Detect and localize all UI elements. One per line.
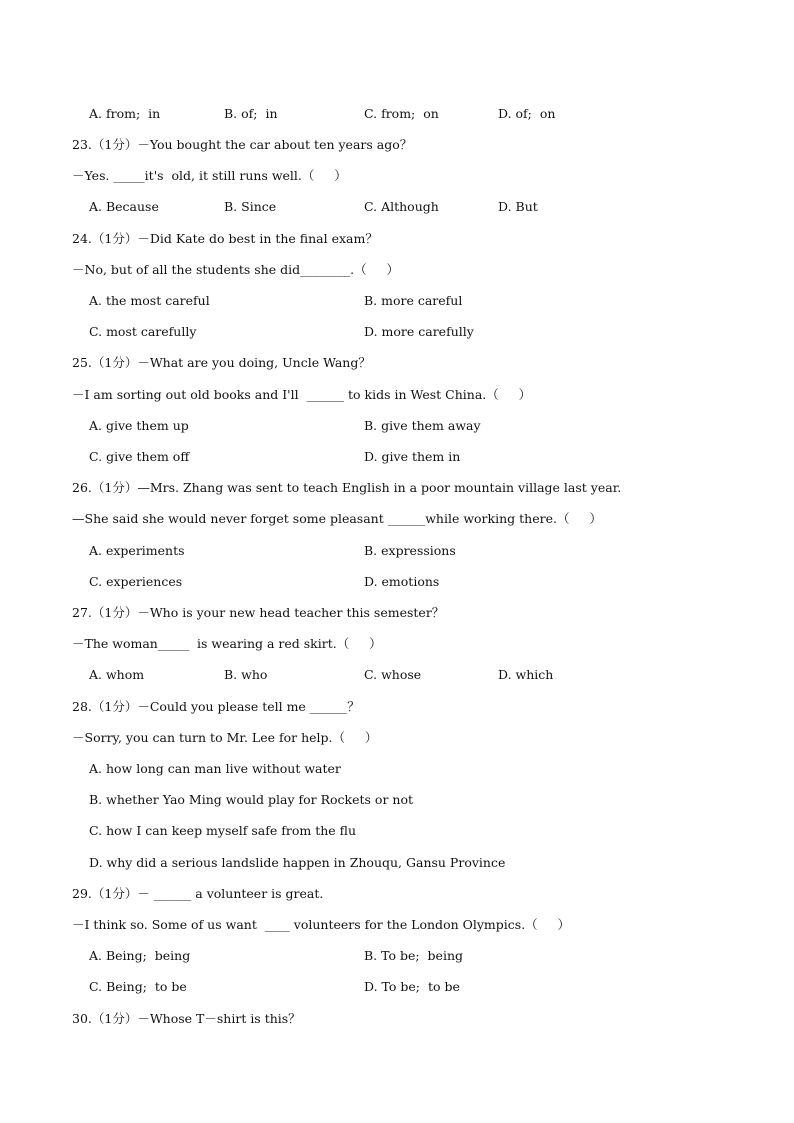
q24-option-d: D. more carefully (364, 324, 474, 339)
q28-option-d: D. why did a serious landslide happen in Zhouqu, Gansu Province (89, 855, 506, 870)
q23-stem: 23.（1分）－You bought the car about ten years ago？ (72, 137, 413, 152)
q27-option-c: C. whose (364, 667, 422, 682)
q24-option-c: C. most carefully (89, 324, 197, 339)
q28-stem: 28.（1分）－Could you please tell me ______？ (72, 699, 360, 714)
q29-stem: 29.（1分）－ ______ a volunteer is great. (72, 886, 324, 901)
q22-option-c: C. from; on (364, 106, 439, 121)
q26-option-d: D. emotions (364, 574, 440, 589)
q25-stem: 25.（1分）－What are you doing, Uncle Wang？ (72, 355, 371, 370)
q29-option-a: A. Being; being (89, 948, 191, 963)
q27-option-d: D. which (498, 667, 554, 682)
q24-stem: 24.（1分）－Did Kate do best in the final exam？ (72, 231, 378, 246)
q30-stem: 30.（1分）－Whose T－shirt is this？ (72, 1011, 301, 1026)
q24-reply: －No, but of all the students she did________.（ ） (72, 262, 399, 277)
q27-option-a: A. whom (89, 667, 145, 682)
q26-reply: —She said she would never forget some pleasant ______while working there.（ ） (72, 511, 602, 526)
q29-option-c: C. Being; to be (89, 979, 187, 994)
q29-option-d: D. To be; to be (364, 979, 460, 994)
q28-option-b: B. whether Yao Ming would play for Rockets or not (89, 792, 413, 807)
q28-option-c: C. how I can keep myself safe from the flu (89, 823, 357, 838)
q24-option-a: A. the most careful (89, 293, 210, 308)
q26-option-b: B. expressions (364, 543, 456, 558)
q27-stem: 27.（1分）－Who is your new head teacher this semester？ (72, 605, 445, 620)
q27-reply: －The woman_____ is wearing a red skirt.（ ） (72, 636, 382, 651)
q23-option-a: A. Because (89, 199, 159, 214)
q28-reply: －Sorry, you can turn to Mr. Lee for help.（ ） (72, 730, 378, 745)
q24-option-b: B. more careful (364, 293, 463, 308)
q28-option-a: A. how long can man live without water (89, 761, 341, 776)
q25-option-d: D. give them in (364, 449, 461, 464)
q22-option-a: A. from; in (89, 106, 161, 121)
q26-option-a: A. experiments (89, 543, 185, 558)
q27-option-b: B. who (224, 667, 268, 682)
q25-option-b: B. give them away (364, 418, 481, 433)
q29-reply: －I think so. Some of us want ____ volunteers for the London Olympics.（ ） (72, 917, 571, 932)
q22-option-b: B. of; in (224, 106, 278, 121)
q29-option-b: B. To be; being (364, 948, 464, 963)
q23-reply: －Yes. _____it's old, it still runs well.（ ） (72, 168, 347, 183)
q25-reply: －I am sorting out old books and I'll ______ to kids in West China.（ ） (72, 387, 532, 402)
q26-stem: 26.（1分）—Mrs. Zhang was sent to teach English in a poor mountain village last year. (72, 480, 622, 495)
q23-option-d: D. But (498, 199, 538, 214)
q25-option-c: C. give them off (89, 449, 190, 464)
q26-option-c: C. experiences (89, 574, 183, 589)
q22-option-d: D. of; on (498, 106, 556, 121)
q23-option-b: B. Since (224, 199, 277, 214)
q25-option-a: A. give them up (89, 418, 189, 433)
q23-option-c: C. Although (364, 199, 439, 214)
